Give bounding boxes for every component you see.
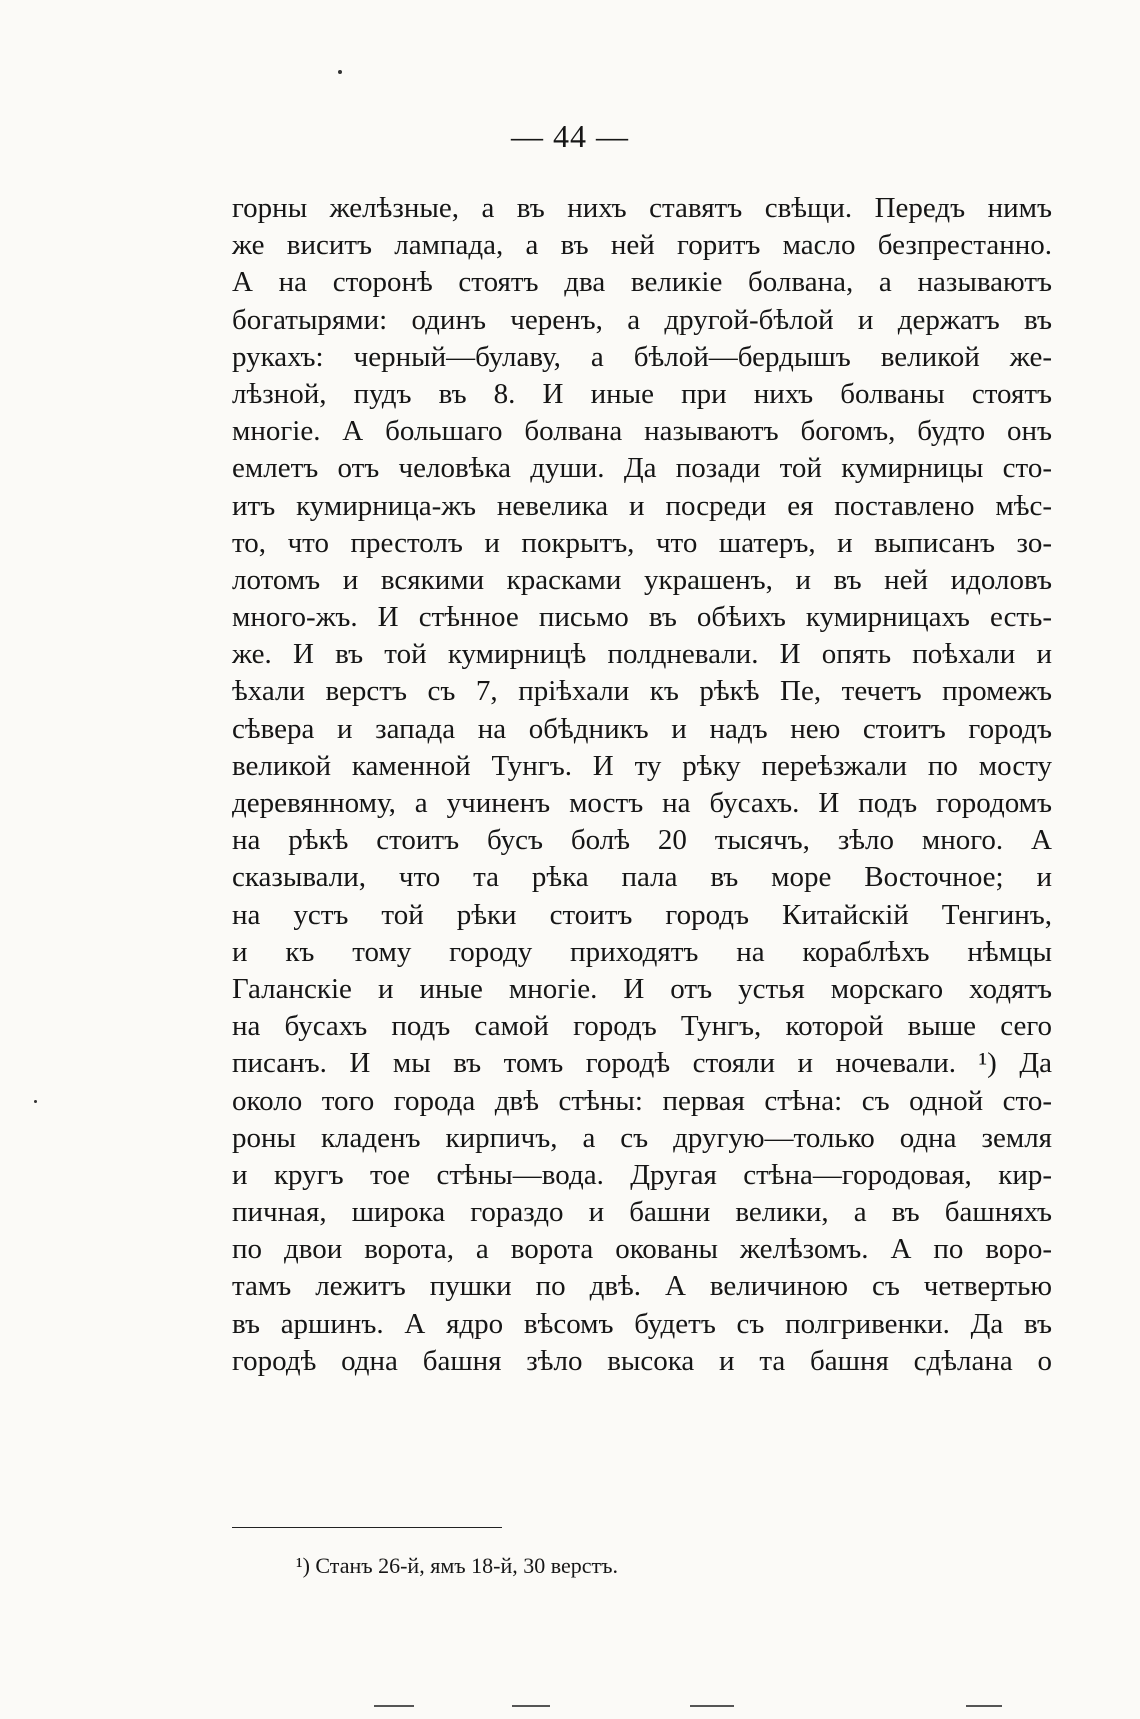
text-line: пичная, широка гораздо и башни велики, а въ башняхъ [232, 1196, 1052, 1229]
text-line: около того города двѣ стѣны: первая стѣна: съ одной сто- [232, 1084, 1052, 1117]
text-line: много-жъ. И стѣнное письмо въ обѣихъ кумирницахъ есть- [232, 601, 1052, 634]
text-line: сказывали, что та рѣка пала въ море Восточное; и [232, 861, 1052, 894]
text-line: сѣвера и запада на обѣдникъ и надъ нею стоитъ городъ [232, 712, 1052, 745]
text-line: лотомъ и всякими красками украшенъ, и въ ней идоловъ [232, 563, 1052, 596]
text-line: писанъ. И мы въ томъ городѣ стояли и ночевали. ¹) Да [232, 1047, 1052, 1080]
text-line: многіе. А большаго болвана называютъ богомъ, будто онъ [232, 415, 1052, 448]
text-line: емлетъ отъ человѣка души. Да позади той кумирницы сто- [232, 452, 1052, 485]
text-line: Галанскіе и иные многіе. И отъ устья морскаго ходятъ [232, 972, 1052, 1005]
text-line: по двои ворота, а ворота окованы желѣзомъ. А по воро- [232, 1233, 1052, 1266]
text-line: же виситъ лампада, а въ ней горитъ масло безпрестанно. [232, 229, 1052, 262]
text-line: великой каменной Тунгъ. И ту рѣку переѣзжали по мосту [232, 749, 1052, 782]
text-line: рукахъ: черный—булаву, а бѣлой—бердышъ великой же- [232, 340, 1052, 373]
print-speck [34, 1100, 37, 1103]
text-line: итъ кумирница-жъ невелика и посреди ея поставлено мѣс- [232, 489, 1052, 522]
text-line: богатырями: одинъ черенъ, а другой-бѣлой и держатъ въ [232, 303, 1052, 336]
text-line: и къ тому городу приходятъ на кораблѣхъ нѣмцы [232, 935, 1052, 968]
text-line: и кругъ тое стѣны—вода. Другая стѣна—городовая, кир- [232, 1158, 1052, 1191]
body-text [232, 190, 1052, 1380]
page-number: — 44 — [511, 118, 629, 154]
print-mark [374, 1705, 414, 1707]
text-line: лѣзной, пудъ въ 8. И иные при нихъ болваны стоятъ [232, 377, 1052, 410]
text-line: то, что престолъ и покрытъ, что шатеръ, и выписанъ зо- [232, 526, 1052, 559]
text-line: тамъ лежитъ пушки по двѣ. А величиною съ четвертью [232, 1270, 1052, 1303]
text-line: деревянному, а учиненъ мостъ на бусахъ. И подъ городомъ [232, 787, 1052, 819]
text-line: ѣхали верстъ съ 7, пріѣхали къ рѣкѣ Пе, течетъ промежъ [232, 675, 1052, 708]
text-line: на устъ той рѣки стоитъ городъ Китайскій Тенгинъ, [232, 898, 1052, 931]
print-mark [966, 1705, 1002, 1707]
footnote: ¹) Станъ 26-й, ямъ 18-й, 30 верстъ. [296, 1553, 618, 1578]
text-line: на бусахъ подъ самой городъ Тунгъ, которой выше сего [232, 1010, 1052, 1043]
text-line: на рѣкѣ стоитъ бусъ болѣ 20 тысячъ, зѣло много. А [232, 824, 1052, 857]
print-mark [690, 1705, 734, 1707]
footnote-divider [232, 1527, 502, 1528]
print-speck [338, 70, 342, 74]
text-line: роны кладенъ кирпичъ, а съ другую—только одна земля [232, 1121, 1052, 1154]
print-mark [512, 1705, 550, 1707]
text-line: въ аршинъ. А ядро вѣсомъ будетъ съ полгривенки. Да въ [232, 1307, 1052, 1340]
text-line: горны желѣзные, а въ нихъ ставятъ свѣщи. Передъ нимъ [232, 192, 1052, 224]
text-line: же. И въ той кумирницѣ полдневали. И опять поѣхали и [232, 638, 1052, 671]
text-line: городѣ одна башня зѣло высока и та башня сдѣлана о [232, 1344, 1052, 1377]
text-line: А на сторонѣ стоятъ два великіе болвана, а называютъ [232, 266, 1052, 299]
